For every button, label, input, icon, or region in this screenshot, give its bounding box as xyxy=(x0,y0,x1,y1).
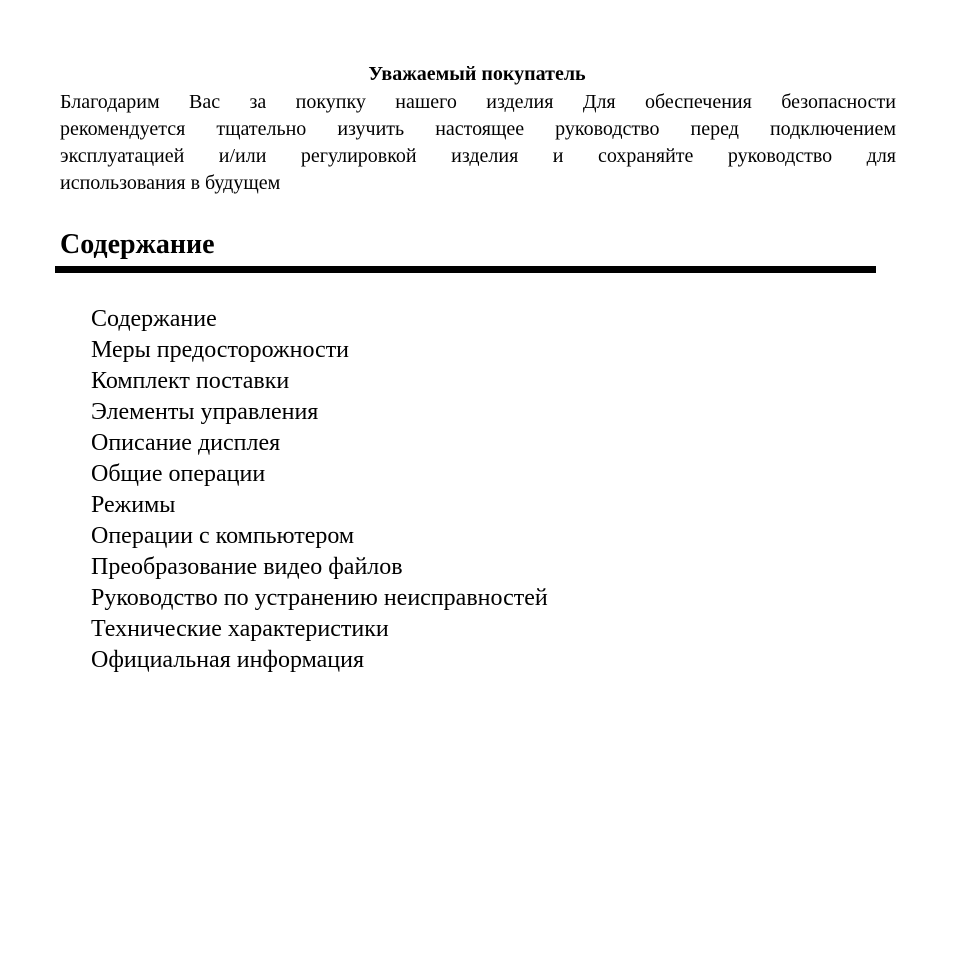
toc-list xyxy=(91,304,548,676)
toc-item-computer-operations[interactable]: Операции с компьютером xyxy=(91,523,355,549)
intro-paragraph xyxy=(60,89,896,197)
toc-item-video-conversion[interactable]: Преобразование видео файлов xyxy=(91,554,403,580)
toc-item-official-information[interactable]: Официальная информация xyxy=(91,647,365,673)
intro-line: Благодарим Вас за покупку нашего изделия Для обеспечения безопасности xyxy=(60,91,896,113)
toc-item-package-contents[interactable]: Комплект поставки xyxy=(91,368,290,394)
intro-line: использования в будущем xyxy=(60,172,281,194)
toc-item-precautions[interactable]: Меры предосторожности xyxy=(91,337,350,363)
toc-item-contents[interactable]: Содержание xyxy=(91,306,217,332)
toc-item-modes[interactable]: Режимы xyxy=(91,492,176,518)
toc-item-display-description[interactable]: Описание дисплея xyxy=(91,430,281,456)
intro-line: эксплуатацией и/или регулировкой изделия и сохраняйте руководство для xyxy=(60,145,896,167)
greeting-heading: Уважаемый покупатель xyxy=(368,63,586,85)
toc-heading: Содержание xyxy=(60,229,215,260)
toc-divider xyxy=(55,266,876,273)
intro-line: рекомендуется тщательно изучить настоящее руководство перед подключением xyxy=(60,118,896,140)
toc-item-controls[interactable]: Элементы управления xyxy=(91,399,319,425)
toc-item-specifications[interactable]: Технические характеристики xyxy=(91,616,389,642)
toc-item-general-operations[interactable]: Общие операции xyxy=(91,461,266,487)
toc-item-troubleshooting[interactable]: Руководство по устранению неисправностей xyxy=(91,585,548,611)
